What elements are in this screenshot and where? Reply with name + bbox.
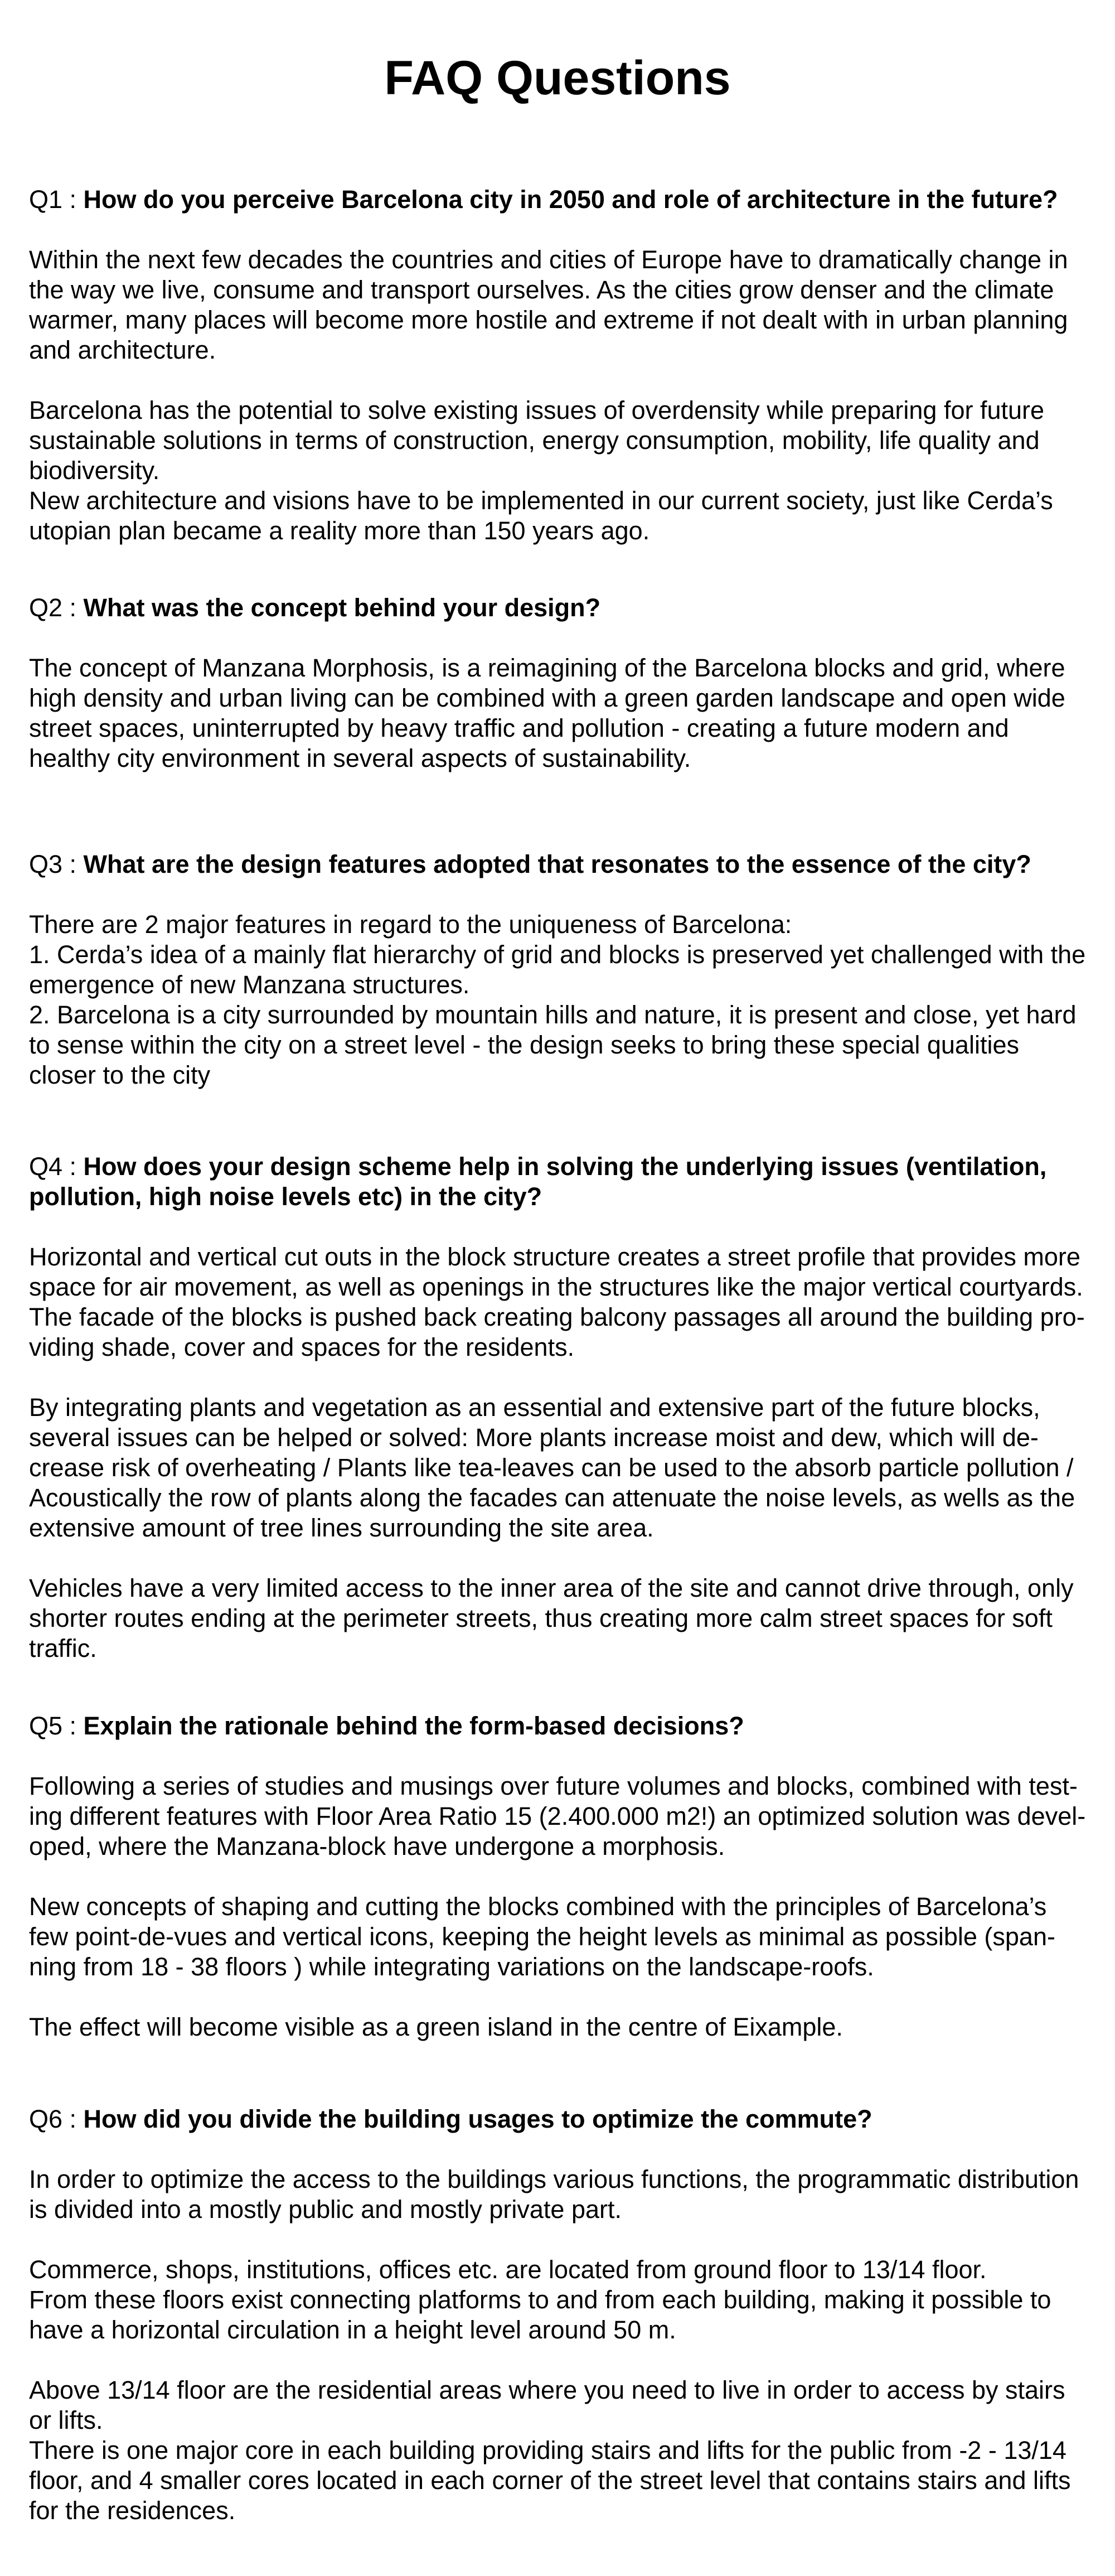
faq-item-q4	[29, 1152, 1088, 1664]
question-text: What was the concept behind your design?	[83, 593, 601, 622]
answer-paragraph: In order to optimize the access to the buildings various functions, the programmatic distribution is divided into a mostly public and mostly private part.	[29, 2165, 1079, 2224]
faq-item-q5	[29, 1711, 1088, 2042]
faq-item-q2	[29, 593, 1088, 774]
faq-question	[29, 185, 1088, 215]
answer-paragraph: Above 13/14 floor are the residential areas where you need to live in order to access by stairs or lifts. There is one major core in each building providing stairs and lifts for the public from -2 - 13/14 floor, and 4 smaller cores located in each corner of the street level that contains stairs and lifts for the residences.	[29, 2376, 1071, 2525]
faq-question	[29, 1711, 1088, 1741]
faq-item-q3	[29, 849, 1088, 1090]
answer-paragraph: The effect will become visible as a green island in the centre of Eixample.	[29, 2013, 843, 2041]
faq-item-q1	[29, 185, 1088, 546]
question-text: How do you perceive Barcelona city in 2050 and role of architecture in the future?	[83, 185, 1058, 214]
faq-question	[29, 593, 1088, 623]
question-number: Q5 :	[29, 1712, 84, 1740]
question-number: Q6 :	[29, 2105, 84, 2133]
answer-paragraph: Barcelona has the potential to solve existing issues of overdensity while preparing for future sustainable solutions in terms of construction, energy consumption, mobility, life quality and biodiversity. New architecture and visions have to be implemented in our current society, just like Cerda’s utopian plan became a reality more than 150 years ago.	[29, 396, 1053, 545]
question-number: Q1 :	[29, 185, 84, 214]
faq-question	[29, 849, 1088, 879]
faq-item-q6	[29, 2104, 1088, 2526]
question-number: Q4 :	[29, 1152, 84, 1181]
answer-paragraph: Vehicles have a very limited access to the inner area of the site and cannot drive through, only shorter routes ending at the perimeter streets, thus creating more calm street spaces for soft traffic.	[29, 1574, 1074, 1662]
question-text: How does your design scheme help in solving the underlying issues (ventilation, pollution, high noise levels etc) in the city?	[29, 1152, 1047, 1211]
answer-paragraph: New concepts of shaping and cutting the blocks combined with the principles of Barcelona’s few point-de-vues and vertical icons, keeping the height levels as minimal as possible (span- ning from 18 - 38 floors ) while integrating variations on the landscape-roofs.	[29, 1892, 1055, 1981]
answer-paragraph: Following a series of studies and musings over future volumes and blocks, combined with test- ing different features with Floor Area Ratio 15 (2.400.000 m2!) an optimized solution was devel- oped, where the Manzana-block have undergone a morphosis.	[29, 1772, 1086, 1860]
question-text: Explain the rationale behind the form-based decisions?	[83, 1712, 744, 1740]
page-title: FAQ Questions	[384, 51, 731, 105]
faq-question	[29, 1152, 1088, 1212]
question-text: How did you divide the building usages to optimize the commute?	[83, 2105, 872, 2133]
answer-paragraph: Commerce, shops, institutions, offices etc. are located from ground floor to 13/14 floor. From these floors exist connecting platforms to and from each building, making it possible to have a horizontal circulation in a height level around 50 m.	[29, 2255, 1051, 2344]
answer-paragraph: There are 2 major features in regard to the uniqueness of Barcelona: 1. Cerda’s idea of a mainly flat hierarchy of grid and blocks is preserved yet challenged with the emergence of new Manzana structures. 2. Barcelona is a city surrounded by mountain hills and nature, it is present and close, yet hard to sense within the city on a street level - the design seeks to bring these special qualities closer to the city	[29, 910, 1086, 1089]
question-number: Q3 :	[29, 850, 84, 878]
answer-paragraph: By integrating plants and vegetation as an essential and extensive part of the future blocks, several issues can be helped or solved: More plants increase moist and dew, which will de- crease risk of overheating / Plants like tea-leaves can be used to the absorb particle pollution / Acoustically the row of plants along the facades can attenuate the noise levels, as wells as the extensive amount of tree lines surrounding the site area.	[29, 1393, 1075, 1542]
answer-paragraph: Horizontal and vertical cut outs in the block structure creates a street profile that provides more space for air movement, as well as openings in the structures like the major vertical courtyards. The facade of the blocks is pushed back creating balcony passages all around the building pro- viding shade, cover and spaces for the residents.	[29, 1243, 1085, 1361]
question-number: Q2 :	[29, 593, 84, 622]
faq-question	[29, 2104, 1088, 2134]
answer-paragraph: The concept of Manzana Morphosis, is a reimagining of the Barcelona blocks and grid, where high density and urban living can be combined with a green garden landscape and open wide street spaces, uninterrupted by heavy traffic and pollution - creating a future modern and healthy city environment in several aspects of sustainability.	[29, 654, 1065, 772]
answer-paragraph: Within the next few decades the countries and cities of Europe have to dramatically change in the way we live, consume and transport ourselves. As the cities grow denser and the climate warmer, many places will become more hostile and extreme if not dealt with in urban planning and architecture.	[29, 245, 1068, 364]
question-text: What are the design features adopted that resonates to the essence of the city?	[83, 850, 1031, 878]
